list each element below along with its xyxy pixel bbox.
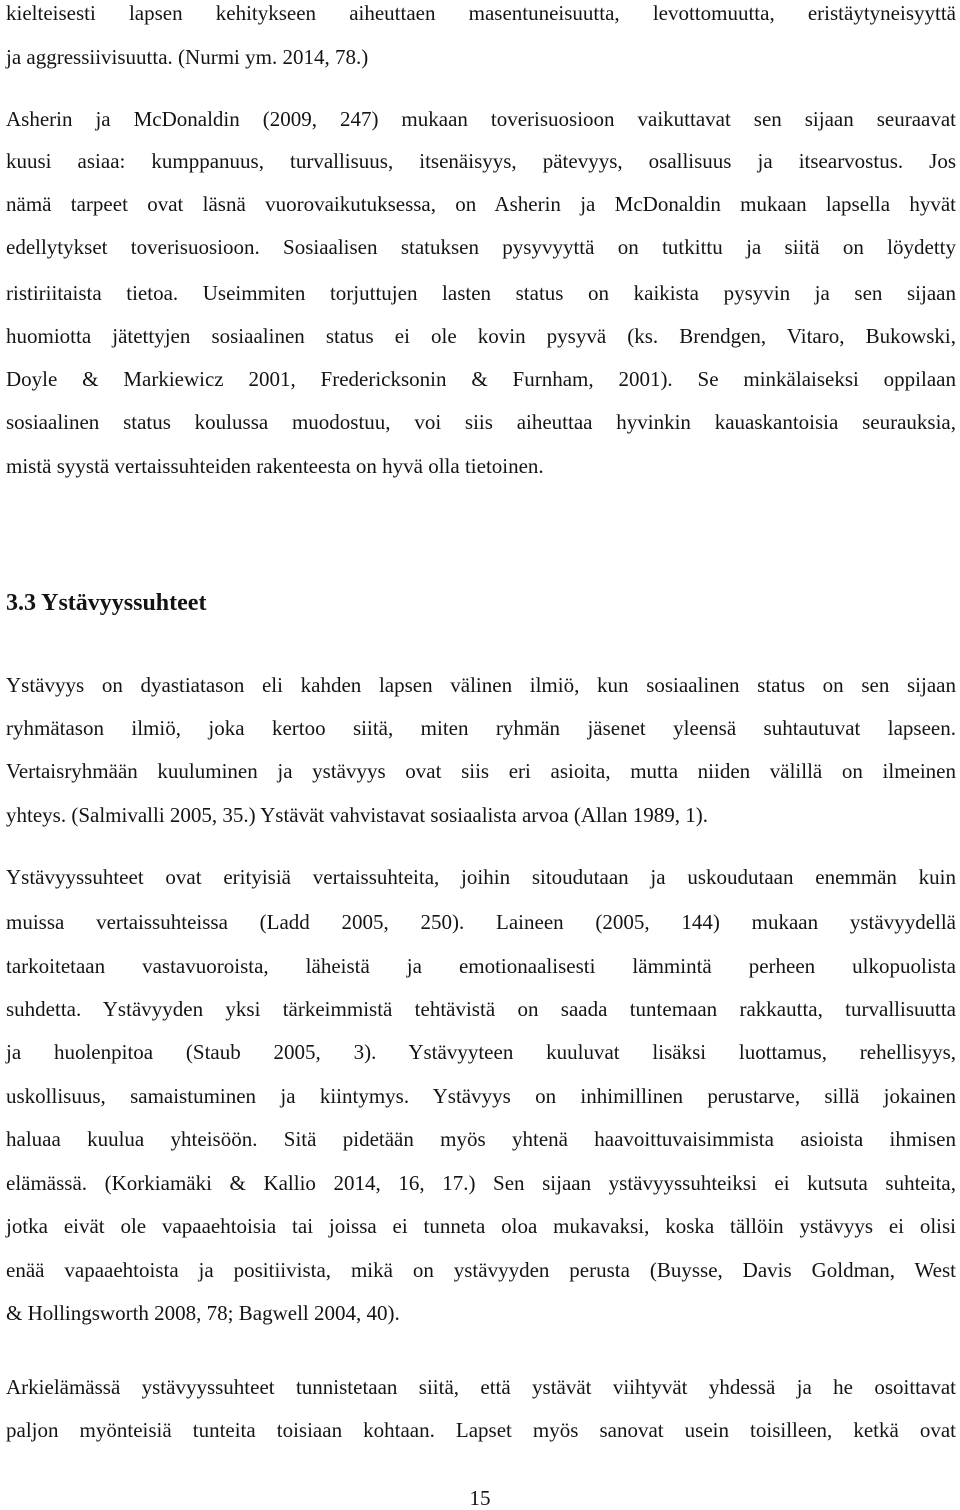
text-line: yhteys. (Salmivalli 2005, 35.) Ystävät vahvistavat sosiaalista arvoa (Allan 1989, 1). <box>6 803 708 827</box>
text-line: Ystävyyssuhteet ovat erityisiä vertaissuhteita, joihin sitoudutaan ja uskoudutaan enemmän kuin <box>6 865 956 889</box>
text-line: sosiaalinen status koulussa muodostuu, voi siis aiheuttaa hyvinkin kauaskantoisia seurauksia, <box>6 410 956 434</box>
text-line: enää vapaaehtoista ja positiivista, mikä on ystävyyden perusta (Buysse, Davis Goldman, West <box>6 1258 956 1282</box>
text-line: elämässä. (Korkiamäki & Kallio 2014, 16, 17.) Sen sijaan ystävyyssuhteiksi ei kutsuta suhteita, <box>6 1171 956 1195</box>
text-line: kuusi asiaa: kumppanuus, turvallisuus, itsenäisyys, pätevyys, osallisuus ja itsearvostus. Jos <box>6 149 956 173</box>
text-line: Vertaisryhmään kuuluminen ja ystävyys ovat siis eri asioita, mutta niiden välillä on ilmeinen <box>6 759 956 783</box>
text-line: nämä tarpeet ovat läsnä vuorovaikutuksessa, on Asherin ja McDonaldin mukaan lapsella hyvät <box>6 192 956 216</box>
text-line: uskollisuus, samaistuminen ja kiintymys. Ystävyys on inhimillinen perustarve, sillä jokainen <box>6 1084 956 1108</box>
text-line: & Hollingsworth 2008, 78; Bagwell 2004, 40). <box>6 1301 400 1325</box>
text-line: ja aggressiivisuutta. (Nurmi ym. 2014, 78.) <box>6 45 369 69</box>
text-line: Arkielämässä ystävyyssuhteet tunnistetaan siitä, että ystävät viihtyvät yhdessä ja he osoittavat <box>6 1375 956 1399</box>
text-line: Asherin ja McDonaldin (2009, 247) mukaan toverisuosioon vaikuttavat sen sijaan seuraavat <box>6 107 956 131</box>
text-line: tarkoitetaan vastavuoroista, läheistä ja emotionaalisesti lämmintä perheen ulkopuolista <box>6 954 956 978</box>
text-line: ja huolenpitoa (Staub 2005, 3). Ystävyyteen kuuluvat lisäksi luottamus, rehellisyys, <box>6 1040 956 1064</box>
text-line: edellytykset toverisuosioon. Sosiaalisen statuksen pysyvyyttä on tutkittu ja siitä on löydetty <box>6 235 956 259</box>
text-line: ristiriitaista tietoa. Useimmiten torjuttujen lasten status on kaikista pysyvin ja sen sijaan <box>6 281 956 305</box>
text-line: jotka eivät ole vapaaehtoisia tai joissa ei tunneta oloa mukavaksi, koska tällöin ystävyys ei olisi <box>6 1214 956 1238</box>
text-line: haluaa kuulua yhteisöön. Sitä pidetään myös yhtenä haavoittuvaisimmista asioista ihmisen <box>6 1127 956 1151</box>
text-line: mistä syystä vertaissuhteiden rakenteesta on hyvä olla tietoinen. <box>6 454 544 478</box>
text-line: Doyle & Markiewicz 2001, Fredericksonin & Furnham, 2001). Se minkälaiseksi oppilaan <box>6 367 956 391</box>
text-line: Ystävyys on dyastiatason eli kahden lapsen välinen ilmiö, kun sosiaalinen status on sen sijaan <box>6 673 956 697</box>
section-heading: 3.3 Ystävyyssuhteet <box>6 590 207 616</box>
text-line: ryhmätason ilmiö, joka kertoo siitä, miten ryhmän jäsenet yleensä suhtautuvat lapseen. <box>6 716 956 740</box>
text-line: huomiotta jätettyjen sosiaalinen status ei ole kovin pysyvä (ks. Brendgen, Vitaro, Bukowski, <box>6 324 956 348</box>
page-number: 15 <box>469 1486 491 1510</box>
text-line: muissa vertaissuhteissa (Ladd 2005, 250). Laineen (2005, 144) mukaan ystävyydellä <box>6 910 956 934</box>
text-line: suhdetta. Ystävyyden yksi tärkeimmistä tehtävistä on saada tuntemaan rakkautta, turvallisuutta <box>6 997 956 1021</box>
text-line: kielteisesti lapsen kehitykseen aiheuttaen masentuneisuutta, levottomuutta, eristäytyneisyyttä <box>6 1 956 25</box>
text-line: paljon myönteisiä tunteita toisiaan kohtaan. Lapset myös sanovat usein toisilleen, ketkä ovat <box>6 1418 956 1442</box>
